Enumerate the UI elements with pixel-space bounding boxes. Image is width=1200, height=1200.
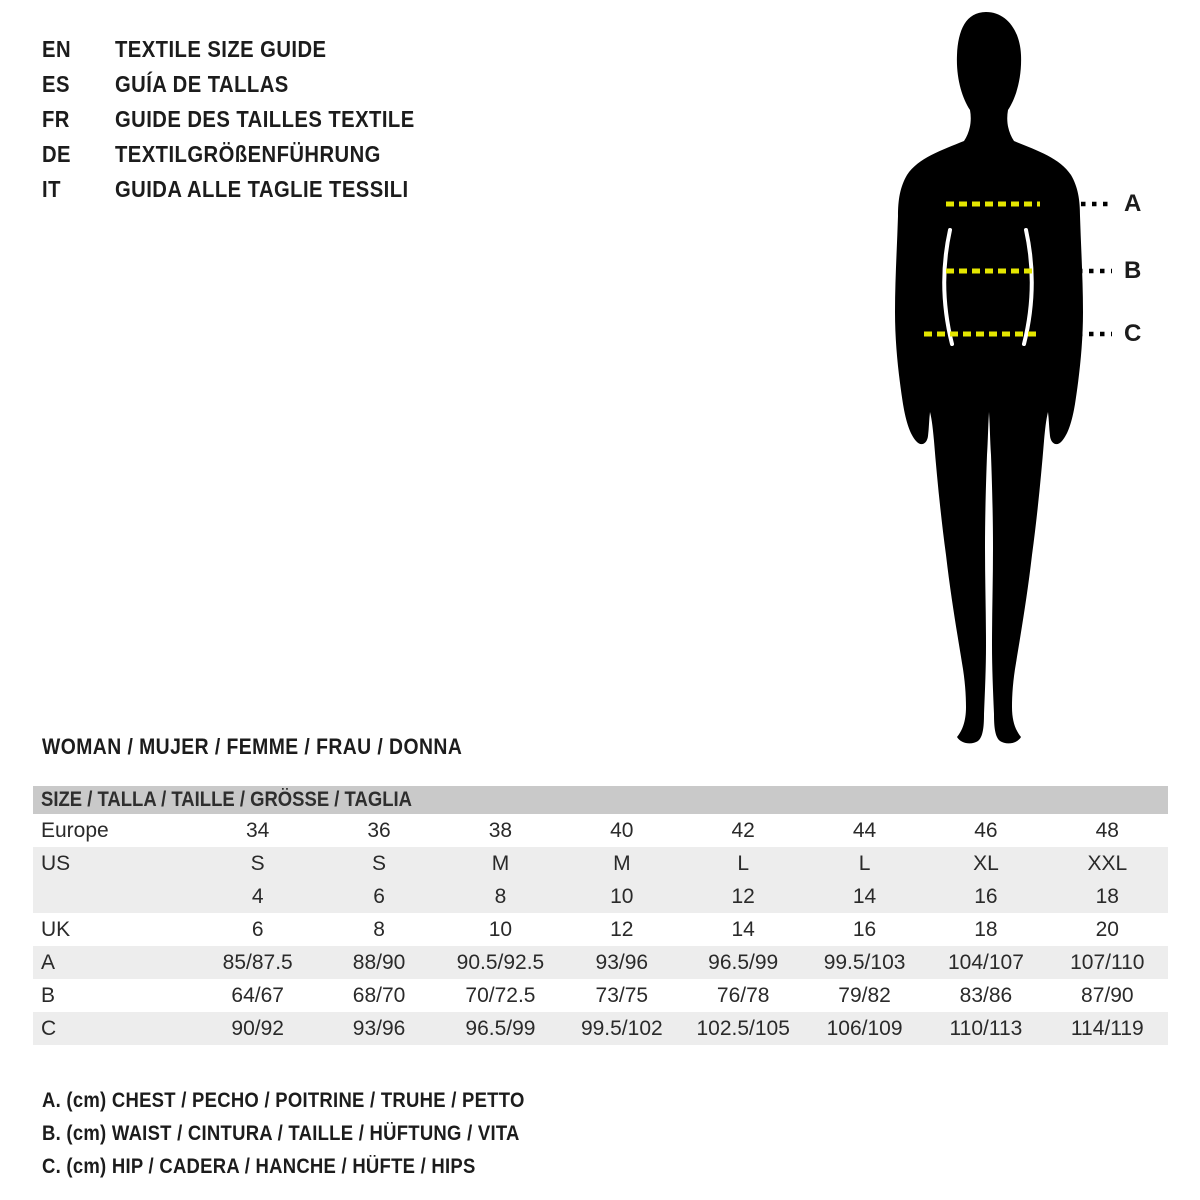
- row-label: Europe: [41, 819, 109, 842]
- measure-label-hip: C: [1124, 320, 1142, 347]
- guide-title-de: TEXTILGRÖßENFÜHRUNG: [115, 141, 381, 167]
- cell: 96.5/99: [465, 1017, 536, 1040]
- language-row-de: [42, 137, 456, 172]
- measure-label-chest: A: [1124, 190, 1142, 217]
- cell: 107/110: [1070, 951, 1145, 974]
- cell: 38: [488, 819, 513, 842]
- cell: 110/113: [949, 1017, 1023, 1040]
- table-row-waist: [33, 979, 1168, 1012]
- woman-silhouette-graphic: [860, 0, 1200, 760]
- cell: 90/92: [231, 1017, 284, 1040]
- cell: M: [491, 852, 510, 875]
- cell: 10: [610, 885, 634, 908]
- guide-title-en: TEXTILE SIZE GUIDE: [115, 36, 327, 62]
- language-row-en: [42, 32, 456, 67]
- cell: 46: [974, 819, 998, 842]
- cell: 102.5/105: [696, 1017, 790, 1040]
- language-list: [42, 32, 456, 207]
- cell: 12: [731, 885, 755, 908]
- legend-item-chest: A. (cm) CHEST / PECHO / POITRINE / TRUHE / PETTO: [42, 1088, 525, 1112]
- cell: 88/90: [352, 951, 406, 974]
- cell: 93/96: [595, 951, 649, 974]
- table-row-europe: [33, 814, 1168, 847]
- cell: L: [737, 852, 750, 875]
- language-code: IT: [42, 176, 61, 202]
- cell: 4: [251, 885, 264, 908]
- cell: 87/90: [1081, 984, 1134, 1007]
- cell: 16: [852, 918, 877, 941]
- table-row-chest: [33, 946, 1168, 979]
- cell: 16: [974, 885, 998, 908]
- cell: 106/109: [826, 1017, 903, 1040]
- cell: 48: [1095, 819, 1119, 842]
- cell: 6: [373, 885, 385, 908]
- cell: 99.5/103: [823, 951, 906, 974]
- cell: 114/119: [1070, 1017, 1144, 1040]
- cell: 99.5/102: [580, 1017, 663, 1040]
- cell: 10: [488, 918, 513, 941]
- cell: 8: [373, 918, 385, 941]
- cell: 42: [731, 819, 755, 842]
- cell: XL: [973, 852, 999, 875]
- cell: 96.5/99: [708, 951, 779, 974]
- language-row-it: [42, 172, 456, 207]
- cell: 34: [246, 819, 270, 842]
- measurement-figure: [860, 0, 1200, 760]
- cell: 104/107: [947, 951, 1024, 974]
- cell: 18: [974, 918, 998, 941]
- language-code: EN: [42, 36, 71, 62]
- row-label: B: [41, 984, 56, 1007]
- table-row-uk: [33, 913, 1168, 946]
- table-row-hip: [33, 1012, 1168, 1045]
- cell: L: [858, 852, 871, 875]
- legend-item-hip: C. (cm) HIP / CADERA / HANCHE / HÜFTE / HIPS: [42, 1154, 476, 1178]
- cell: 6: [251, 918, 264, 941]
- woman-silhouette: [895, 12, 1083, 743]
- cell: 90.5/92.5: [456, 951, 545, 974]
- row-label: [33, 880, 197, 913]
- cell: 20: [1095, 918, 1119, 941]
- cell: 18: [1095, 885, 1119, 908]
- cell: 44: [852, 819, 877, 842]
- cell: 68/70: [352, 984, 406, 1007]
- row-label: US: [41, 852, 71, 875]
- row-label: C: [41, 1017, 57, 1040]
- cell: 79/82: [838, 984, 891, 1007]
- cell: XXL: [1087, 852, 1128, 875]
- row-label: UK: [41, 918, 71, 941]
- guide-title-it: GUIDA ALLE TAGLIE TESSILI: [115, 176, 409, 202]
- measure-label-waist: B: [1124, 257, 1142, 284]
- cell: S: [372, 852, 387, 875]
- cell: 14: [852, 885, 877, 908]
- language-row-fr: [42, 102, 456, 137]
- cell: 8: [494, 885, 507, 908]
- guide-title-es: GUÍA DE TALLAS: [115, 71, 289, 97]
- row-label: A: [41, 951, 56, 974]
- cell: 40: [610, 819, 634, 842]
- legend-item-waist: B. (cm) WAIST / CINTURA / TAILLE / HÜFTUNG / VITA: [42, 1121, 520, 1145]
- cell: 14: [731, 918, 755, 941]
- table-row-us-numeric: [33, 880, 1168, 913]
- guide-title-fr: GUIDE DES TAILLES TEXTILE: [115, 106, 415, 132]
- table-row-us: [33, 847, 1168, 880]
- size-table: [33, 786, 1168, 1045]
- measurement-legend: [42, 1084, 590, 1183]
- cell: 12: [610, 918, 634, 941]
- cell: M: [613, 852, 631, 875]
- cell: 85/87.5: [222, 951, 293, 974]
- cell: 36: [367, 819, 391, 842]
- cell: 70/72.5: [465, 984, 536, 1007]
- cell: 93/96: [352, 1017, 406, 1040]
- language-code: ES: [42, 71, 70, 97]
- size-table-header: SIZE / TALLA / TAILLE / GRÖSSE / TAGLIA: [33, 786, 1168, 814]
- section-title-woman: WOMAN / MUJER / FEMME / FRAU / DONNA: [42, 734, 463, 759]
- cell: S: [250, 852, 265, 875]
- cell: 76/78: [716, 984, 770, 1007]
- cell: 64/67: [231, 984, 284, 1007]
- language-row-es: [42, 67, 456, 102]
- language-code: FR: [42, 106, 70, 132]
- language-code: DE: [42, 141, 71, 167]
- cell: 83/86: [959, 984, 1013, 1007]
- cell: 73/75: [595, 984, 649, 1007]
